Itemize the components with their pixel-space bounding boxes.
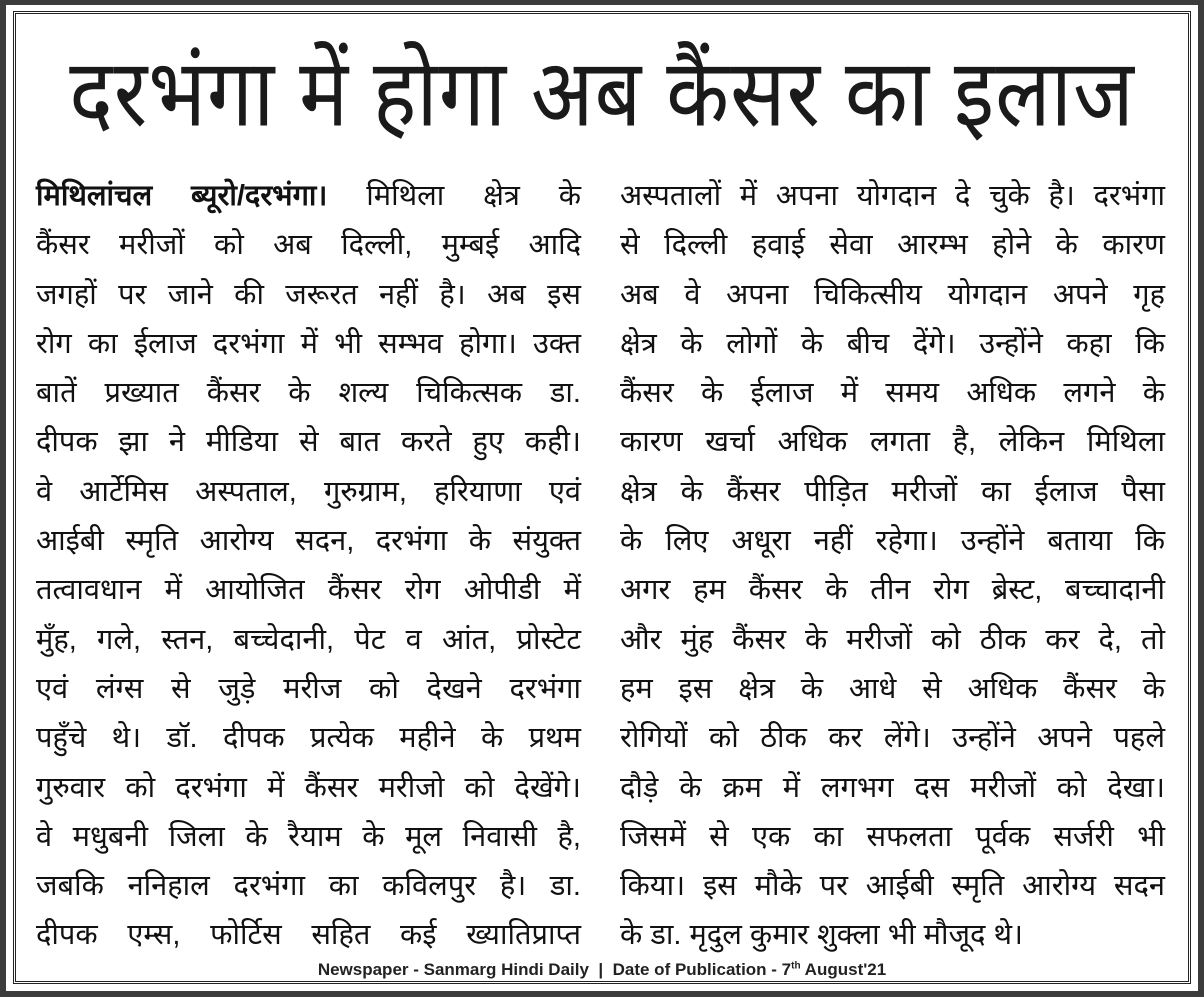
headline: दरभंगा में होगा अब कैंसर का इलाज [69, 41, 1135, 146]
article-line: बातें प्रख्यात कैंसर के शल्य चिकित्सक डा. [36, 377, 581, 410]
article-line: क्षेत्र के लोगों के बीच देंगे। उन्होंने कहा कि [620, 327, 1165, 360]
article-line: जगहों पर जाने की जरूरत नहीं है। अब इस [36, 278, 581, 311]
article-column-left [36, 175, 581, 964]
article-line: दीपक एम्स, फोर्टिस सहित कई ख्यातिप्राप्त [36, 919, 581, 952]
article-line: अब वे अपना चिकित्सीय योगदान अपने गृह [620, 278, 1165, 311]
clipping-sheet [6, 5, 1198, 991]
article-line: से दिल्ली हवाई सेवा आरम्भ होने के कारण [620, 229, 1165, 262]
article-line: तत्वावधान में आयोजित कैंसर रोग ओपीडी में [36, 574, 581, 607]
article-line: कैंसर के ईलाज में समय अधिक लगने के [620, 377, 1165, 410]
article-line: हम इस क्षेत्र के आधे से अधिक कैंसर के [620, 672, 1165, 705]
article-line: कैंसर मरीजों को अब दिल्ली, मुम्बई आदि [36, 229, 581, 262]
article-line: और मुंह कैंसर के मरीजों को ठीक कर दे, तो [620, 623, 1165, 656]
source-footer [6, 960, 1198, 980]
publication-date-ordinal: th [791, 960, 801, 972]
article-line: अस्पतालों में अपना योगदान दे चुके है। दरभंगा [620, 180, 1165, 212]
newspaper-name: Newspaper - Sanmarg Hindi Daily [317, 960, 589, 979]
byline: मिथिलांचल ब्यूरो/दरभंगा। [36, 180, 328, 212]
article-line: मुँह, गले, स्तन, बच्चेदानी, पेट व आंत, प्रोस्टेट [36, 623, 581, 656]
article-line: कारण खर्चा अधिक लगता है, लेकिन मिथिला [620, 426, 1165, 459]
article-line: रोगियों को ठीक कर लेंगे। उन्होंने अपने पहले [620, 722, 1165, 755]
article-line: गुरुवार को दरभंगा में कैंसर मरीजो को देखेंगे। [36, 771, 581, 804]
article-line: एवं लंग्स से जुड़े मरीज को देखने दरभंगा [36, 672, 581, 705]
publication-date-suffix: August'21 [800, 960, 887, 979]
article-line: अगर हम कैंसर के तीन रोग ब्रेस्ट, बच्चादानी [620, 574, 1165, 607]
article-line: क्षेत्र के कैंसर पीड़ित मरीजों का ईलाज पैसा [620, 475, 1165, 508]
article-line: वे आर्टेमिस अस्पताल, गुरुग्राम, हरियाणा एवं [36, 475, 581, 508]
publication-date-prefix: Date of Publication - 7 [612, 960, 792, 979]
article-line: जबकि ननिहाल दरभंगा का कविलपुर है। डा. [36, 870, 581, 903]
article-line: दौड़े के क्रम में लगभग दस मरीजों को देखा। [620, 771, 1165, 804]
article-line: रोग का ईलाज दरभंगा में भी सम्भव होगा। उक्त [36, 327, 581, 360]
article-line: किया। इस मौके पर आईबी स्मृति आरोग्य सदन [620, 870, 1165, 903]
article-line: के डा. मृदुल कुमार शुक्ला भी मौजूद थे। [620, 919, 1024, 952]
article-line: दीपक झा ने मीडिया से बात करते हुए कही। [36, 426, 581, 459]
article-column-right [620, 175, 1165, 964]
article-line: वे मधुबनी जिला के रैयाम के मूल निवासी है, [36, 820, 581, 853]
article-line [36, 175, 581, 224]
article-line: पहुँचे थे। डॉ. दीपक प्रत्येक महीने के प्रथम [36, 722, 581, 755]
footer-separator: | [588, 960, 613, 979]
article-line: जिसमें से एक का सफलता पूर्वक सर्जरी भी [620, 820, 1165, 853]
article-text: मिथिला क्षेत्र के [327, 180, 581, 212]
article-line: के लिए अधूरा नहीं रहेगा। उन्होंने बताया कि [620, 525, 1165, 558]
article-line: आईबी स्मृति आरोग्य सदन, दरभंगा के संयुक्त [36, 525, 581, 558]
